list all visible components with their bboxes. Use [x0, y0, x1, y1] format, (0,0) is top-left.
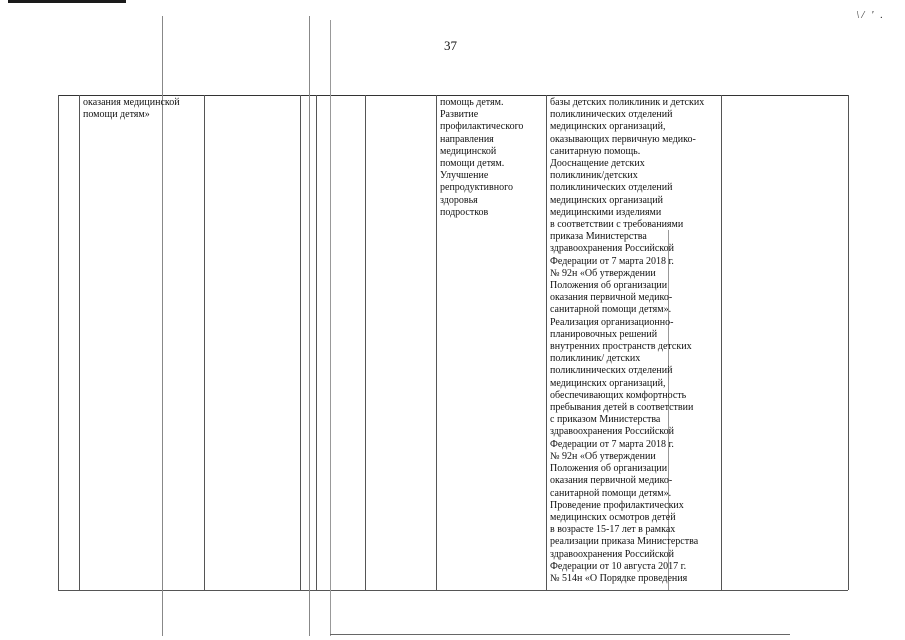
column-divider-4 — [316, 95, 317, 590]
table-left-border — [58, 95, 59, 590]
corner-handwritten-mark: \/ ' . — [856, 9, 885, 21]
cell-measures: базы детских поликлиник и детских поликлинических отделений медицинских организаций, оказывающих первичную медико- санитарную помощь. Дооснащение детских поликлиник/детских поликлинических отделений медицинских организаций медицинскими изделиями в соответствии с требованиями приказа Министерства здравоохранения Российской Федерации от 7 марта 2018 г. № 92н «Об утверждении Положения об организации оказания первичной медико- санитарной помощи детям». Реализация организационно- планировочных решений внутренних пространств детских поликлиник/ детских поликлинических отделений медицинских организаций, обеспечивающих комфортность пребывания детей в соответствии с приказом Министерства здравоохранения Российской Федерации от 7 марта 2018 г. № 92н «Об утверждении Положения об организации оказания первичной медико- санитарной помощи детям». Проведение профилактических медицинских осмотров детей в возрасте 15-17 лет в рамках реализации приказа Министерства здравоохранения Российской Федерации от 10 августа 2017 г. № 514н «О Порядке проведения — [550, 97, 705, 584]
column-divider-1 — [79, 95, 80, 590]
column-divider-3 — [300, 95, 301, 590]
table-top-border — [58, 95, 848, 96]
scan-line-bottom — [330, 634, 790, 635]
column-divider-6 — [436, 95, 437, 590]
table-bottom-border — [58, 590, 848, 591]
column-divider-2 — [204, 95, 205, 590]
scan-line-3 — [330, 20, 331, 636]
column-divider-8 — [721, 95, 722, 590]
table-right-border — [848, 95, 849, 590]
column-divider-5 — [365, 95, 366, 590]
page-number: 37 — [444, 38, 457, 53]
scan-mark-top-left — [8, 0, 126, 3]
cell-program-name: оказания медицинской помощи детям» — [83, 97, 180, 121]
scan-line-2 — [309, 16, 310, 636]
cell-goals: помощь детям. Развитие профилактического направления медицинской помощи детям. Улучшение репродуктивного здоровья подростков — [440, 97, 524, 218]
column-divider-7 — [546, 95, 547, 590]
